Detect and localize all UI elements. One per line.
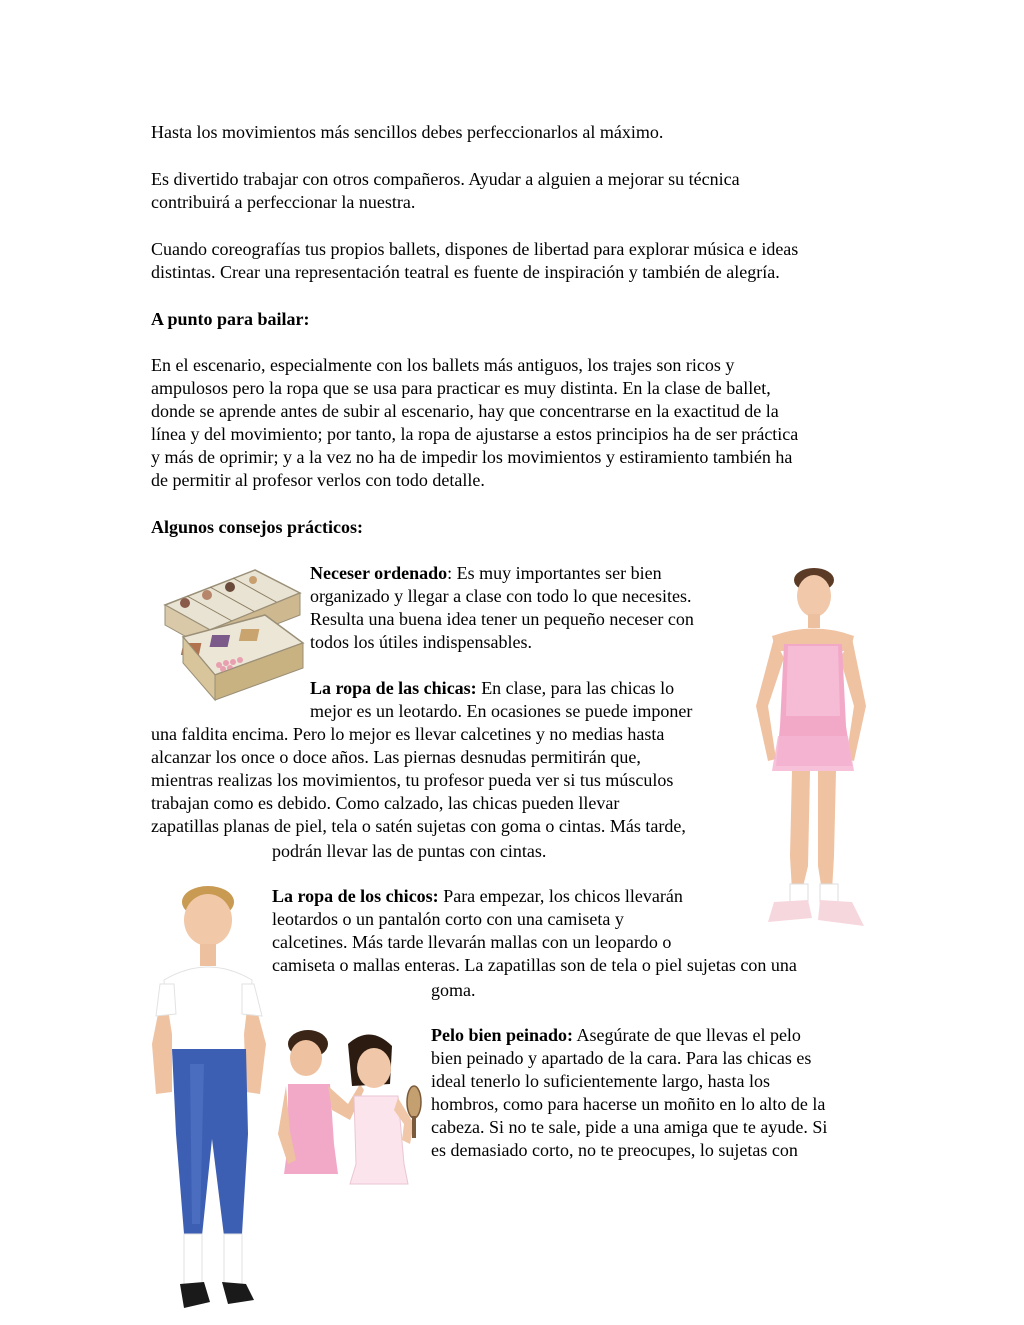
- chicos-line-5: goma.: [431, 980, 476, 1000]
- neceser-line-3: Resulta una buena idea tener un pequeño neceser con: [310, 609, 694, 629]
- chicas-line-3: una faldita encima. Pero lo mejor es llevar calcetines y no medias hasta: [151, 724, 665, 744]
- girl-leotard-illustration: [748, 566, 868, 936]
- chicos-line-1: La ropa de los chicos: Para empezar, los chicos llevarán: [272, 886, 683, 906]
- paragraph-2-line-1: Es divertido trabajar con otros compañeros. Ayudar a alguien a mejorar su técnica: [151, 169, 740, 189]
- neceser-title: Neceser ordenado: [310, 563, 448, 583]
- chicos-line-3: calcetines. Más tarde llevarán mallas con un leopardo o: [272, 932, 672, 952]
- paragraph-3-line-1: Cuando coreografías tus propios ballets, dispones de libertad para explorar música e ideas: [151, 239, 799, 259]
- pelo-line-6: es demasiado corto, no te preocupes, lo sujetas con: [431, 1140, 798, 1160]
- paragraph-4-line-5: y más de oprimir; y a la vez no ha de impedir los movimientos y estiramiento también ha: [151, 447, 793, 467]
- chicas-line-5: mientras realizas los movimientos, tu profesor pueda ver si tus músculos: [151, 770, 674, 790]
- paragraph-4-line-6: de permitir al profesor verlos con todo detalle.: [151, 470, 485, 490]
- chicos-line-4: camiseta o mallas enteras. La zapatillas son de tela o piel sujetas con una: [272, 955, 797, 975]
- paragraph-2-line-2: contribuirá a perfeccionar la nuestra.: [151, 192, 416, 212]
- chicas-line-8: podrán llevar las de puntas con cintas.: [272, 841, 547, 861]
- heading-algunos-consejos: Algunos consejos prácticos:: [151, 517, 363, 537]
- chicas-line-7: zapatillas planas de piel, tela o satén sujetas con goma o cintas. Más tarde,: [151, 816, 686, 836]
- paragraph-4-line-3: donde se aprende antes de subir al escenario, hay que concentrarse en la exactitud de la: [151, 401, 779, 421]
- paragraph-4-line-1: En el escenario, especialmente con los ballets más antiguos, los trajes son ricos y: [151, 355, 735, 375]
- pelo-line-1: Pelo bien peinado: Asegúrate de que llevas el pelo: [431, 1025, 801, 1045]
- paragraph-4-line-2: ampulosos pero la ropa que se usa para practicar es muy distinta. En la clase de ballet,: [151, 378, 771, 398]
- chicas-title: La ropa de las chicas:: [310, 678, 477, 698]
- chicas-line-2: mejor es un leotardo. En ocasiones se puede imponer: [310, 701, 693, 721]
- chicos-title: La ropa de los chicos:: [272, 886, 439, 906]
- chicas-line-6: trabajan como es debido. Como calzado, las chicas pueden llevar: [151, 793, 620, 813]
- pelo-line-3: ideal tenerlo lo suficientemente largo, hasta los: [431, 1071, 771, 1091]
- heading-a-punto-para-bailar: A punto para bailar:: [151, 309, 310, 329]
- chicas-line-1: La ropa de las chicas: En clase, para las chicas lo: [310, 678, 675, 698]
- neceser-line-4: todos los útiles indispensables.: [310, 632, 532, 652]
- boy-tights-illustration: [150, 884, 275, 1316]
- paragraph-4-line-4: línea y del movimiento; por tanto, la ropa de ajustarse a estos principios ha de ser práctica: [151, 424, 799, 444]
- girls-hair-illustration: [278, 1024, 426, 1186]
- paragraph-1: Hasta los movimientos más sencillos debes perfeccionarlos al máximo.: [151, 122, 664, 142]
- pelo-line-2: bien peinado y apartado de la cara. Para las chicas es: [431, 1048, 812, 1068]
- chicos-line-2: leotardos o un pantalón corto con una camiseta y: [272, 909, 624, 929]
- pelo-line-4: hombros, como para hacerse un moñito en lo alto de la: [431, 1094, 826, 1114]
- paragraph-3-line-2: distintas. Crear una representación teatral es fuente de inspiración y también de alegría.: [151, 262, 780, 282]
- neceser-line-2: organizado y llegar a clase con todo lo que necesites.: [310, 586, 692, 606]
- pelo-line-5: cabeza. Si no te sale, pide a una amiga que te ayude. Si: [431, 1117, 828, 1137]
- neceser-line-1: Neceser ordenado: Es muy importantes ser bien: [310, 563, 662, 583]
- neceser-illustration: [155, 565, 305, 705]
- pelo-title: Pelo bien peinado:: [431, 1025, 574, 1045]
- chicas-line-4: alcanzar los once o doce años. Las piernas desnudas permitirán que,: [151, 747, 641, 767]
